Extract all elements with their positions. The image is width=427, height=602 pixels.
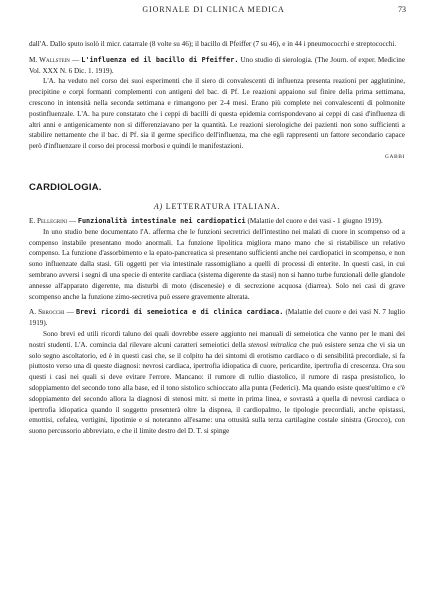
abstract-body: In uno studio bene documentato l'A. afferma che le funzioni secretrici dell'intestino nei malati di cuore in scompenso od a compenso instabile presentano modo anormali. La funzione lipolitica migliora mano mano che si ristabilisce un relativo compenso. La funzione d'assorbimento e la epato-pancreatica si presentano sufficienti anche nei cardiopatici in scompenso, e non sono influenzate dalla stasi. Gli oggetti per via intestinale rassomigliano a quelli di processi di enterite. In questi casi, in cui sembrano avversi i segni di una specie di enterite cardiaca (sistema digerente da stasi) non si hanno turbe funzionali delle glandole annesse all'apparato digerente, ma disturbi di moto (discenesie) e di secrezione acquosa (diarrea). Solo nei casi di grave scompenso anche la funzione zimo-secretiva può essere gravemente alterata.	[29, 227, 405, 301]
italic-term: stenosi mitralica	[248, 340, 297, 349]
author-name: E. Pellegrini	[29, 216, 68, 225]
citation-text: Uno studio di sierologia. (The Journ. of exper. Medicine Vol. XXX N. 6 Dic. 1. 1919).	[29, 55, 406, 75]
abstract-body	[29, 329, 405, 437]
dash-separator: —	[69, 55, 82, 64]
author-name: M. Wallstein	[29, 55, 70, 64]
article-title: Brevi ricordi di semeiotica e di clinica cardiaca.	[75, 308, 284, 317]
reviewer-signature: GABBI	[384, 153, 405, 160]
abstract-body: L'A. ha veduto nel corso dei suoi esperimenti che il siero di convalescenti di influenza presenta reazioni per agglutinine, precipitine e corpi formanti complementi con antigeni del bac. di Pf. Le reazioni appaiono sul finire della prima settimana, crescono in intensità nella seconda settimana e rimangono per 2-4 mesi. Erano più complete nei convalescenti di polmonite postinfluenzale. L'A. ha pure constatato che i ceppi di bacilli di questa epidemia corrispondevano ai ceppi di casi d'influenza di altri anni e antigenicamente non si differenziavano per la quantità. Le reazioni sierologiche dei pazienti non sono sufficienti a stabilire nettamente che il bac. di Pf. sia il germe specifico dell'influenza, ma che egli rappresenti un fattore secondario capace però d'influenzare il corso dei processi morbosi e quindi le manifestazioni.	[29, 77, 405, 151]
page-body	[29, 39, 405, 437]
section-heading: CARDIOLOGIA.	[29, 181, 102, 193]
citation-text: (Malattie del cuore e dei vasi - 1 giugno 1919).	[245, 216, 383, 225]
running-title: GIORNALE DI CLINICA MEDICA	[142, 5, 285, 14]
author-name: A. Sbrocchi	[29, 308, 65, 317]
abstract-citation	[29, 307, 405, 329]
page-number: 73	[398, 5, 406, 14]
dash-separator: —	[67, 216, 78, 225]
dash-separator: —	[64, 308, 76, 317]
subsection-heading	[29, 202, 405, 211]
body-text: che può esistere senza che vi sia un solo segno ascoltatorio, ed è in questi casi che, se il colpito ha dei sintomi di erotismo cardiaco o di sensibilità precordiale, si fa piuttosto verso una di queste diagnosi: nevrosi cardiaca, ipertrofia idiopatica di cuore, pericardite, ipertrofia di crescenza. Ora sou questi i casi nei quali si deve evitare l'errore. Mancano: il rumore di rullio diastolico, il rumore di raspa presistolico, lo sdoppiamento del secondo tono alla base, ed il tono sistolico schioccato alla punta (Federici). Ma quando esiste quest'ultimo e c'è sdoppiamento del secondo allora la diagnosi di stenosi mitr. si mette in prima linea, e sovrastà a quella di nevrosi cardiaca o ipertrofia idiopatica quando il soggetto presenterà oltre la dispnea, il cardiopalmo, le tipologie precordiali, anche epistassi, emottisi, cefalea, vertigini, lipotimie e si noteranno all'esame: una ottusità sulla terza cartilagine costale sinistra (Grocco), con suono percussorio abbreviato, e che il limite destro del D. T. si spinge	[29, 340, 406, 436]
continuation-paragraph: dall'A. Dallo sputo isolò il micr. catarrale (8 volte su 46); il bacillo di Pfeiffer (7 su 46), e in 44 i pneumococchi e streptococchi.	[29, 40, 397, 48]
page-header	[0, 5, 427, 17]
article-title: L'influenza ed il bacillo di Pfeiffer.	[81, 55, 239, 64]
body-text: Sono brevi ed utili ricordi taluno dei quali dovrebbe essere aggiunto nei manuali di semeiotica che vanno per le mani dei nostri studenti. L'A. comincia dal rilevare alcuni caratteri semeiotici della	[29, 329, 405, 349]
abstract-pellegrini	[29, 216, 405, 302]
citation-text: (Malattie del cuore e dei vasi N. 7 luglio 1919).	[29, 308, 405, 328]
abstract-wallstein	[29, 55, 405, 160]
article-title: Funzionalità intestinale nei cardiopatici	[77, 216, 246, 225]
abstract-sbrocchi	[29, 307, 405, 437]
subsection-title: LETTERATURA ITALIANA.	[162, 201, 281, 211]
abstract-citation	[29, 216, 405, 227]
abstract-citation	[29, 55, 405, 77]
subsection-letter: A)	[153, 201, 163, 211]
